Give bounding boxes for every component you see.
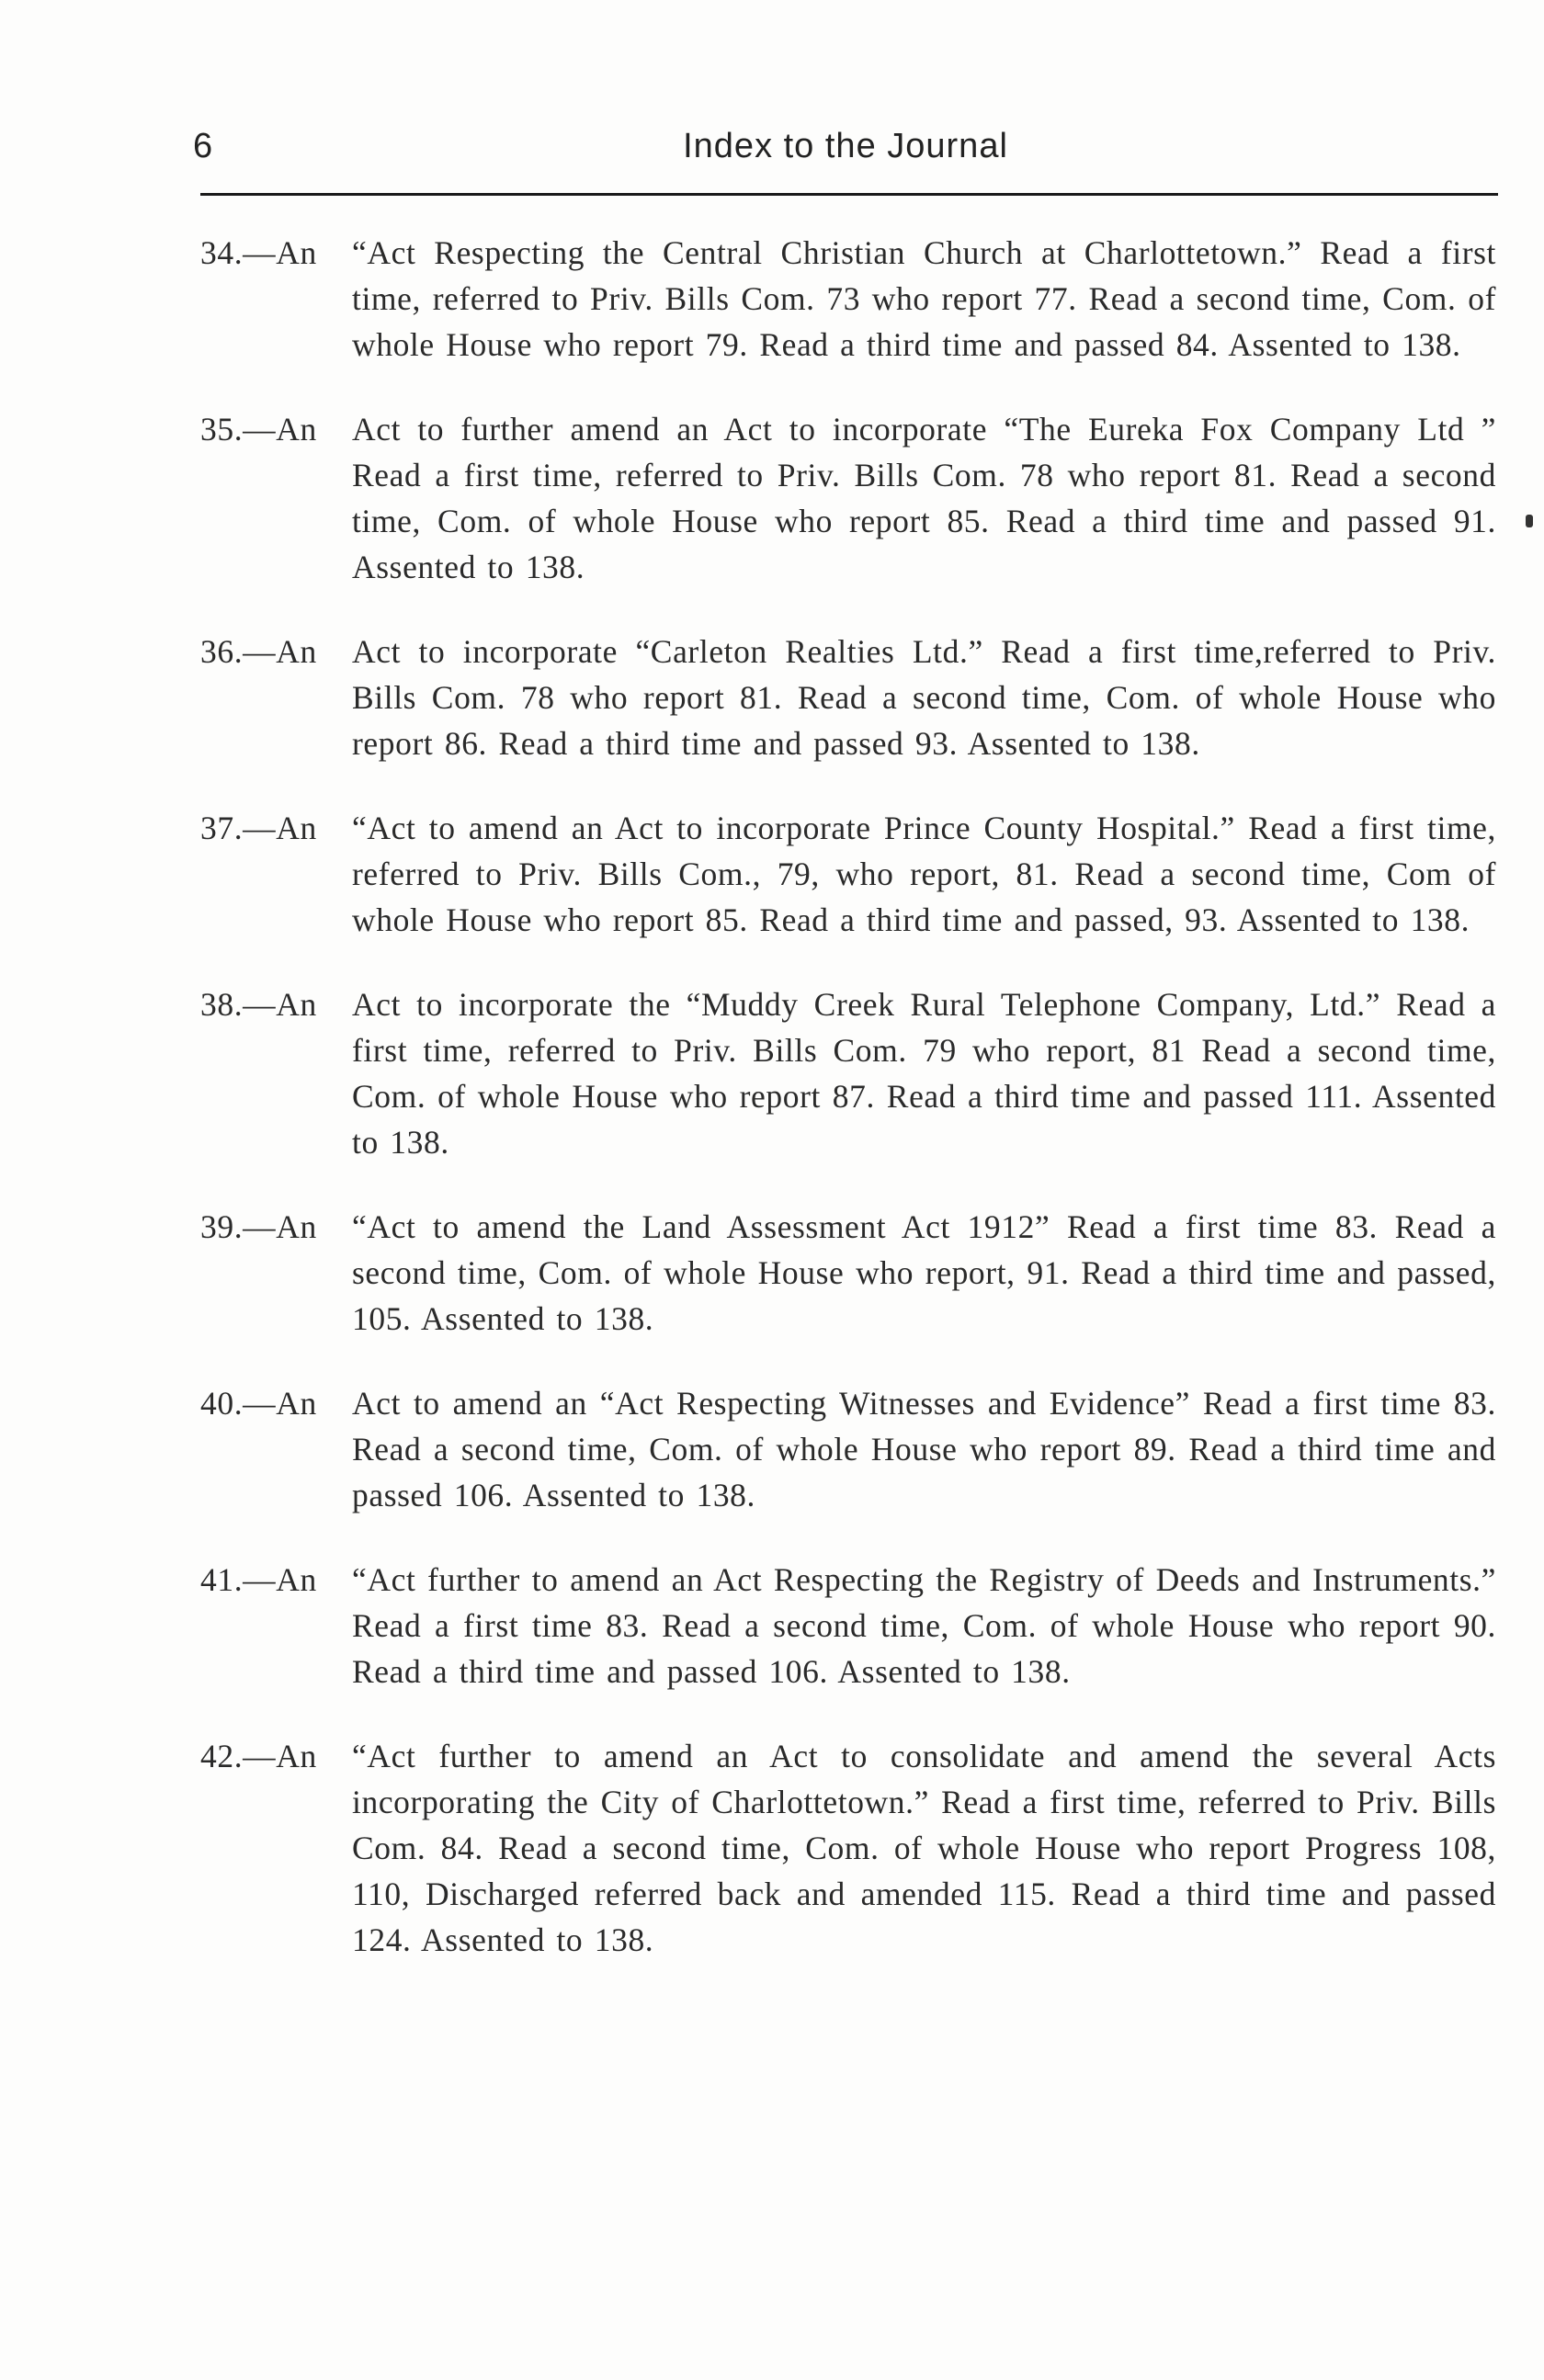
entry-text: Act to further amend an Act to incorporate “The Eureka Fox Company Ltd ” Read a first time, referred to Priv. Bills Com. 78 who report 81. Read a second time, Com. of whole House who report 85. Read a third time and passed 91. Assented to 138. (352, 411, 1496, 585)
entry-text: “Act Respecting the Central Christian Church at Charlottetown.” Read a first time, referred to Priv. Bills Com. 73 who report 77. Read a second time, Com. of whole House who report 79. Read a third time and passed 84. Assented to 138. (352, 234, 1496, 363)
index-entry (200, 981, 1496, 1165)
page-number: 6 (193, 127, 213, 165)
entry-number: 37.—An (200, 810, 317, 846)
entry-text: Act to incorporate “Carleton Realties Ltd.” Read a first time,referred to Priv. Bills Com. 78 who report 81. Read a second time, Com. of whole House who report 86. Read a third time and passed 93. Assented to 138. (352, 633, 1496, 762)
entry-number: 39.—An (200, 1208, 317, 1245)
index-entry (200, 1733, 1496, 1963)
index-entry (200, 1380, 1496, 1518)
entry-text: Act to incorporate the “Muddy Creek Rural Telephone Company, Ltd.” Read a first time, referred to Priv. Bills Com. 79 who report, 81 Read a second time, Com. of whole House who report 87. Read a third time and passed 111. Assented to 138. (352, 986, 1496, 1161)
index-entry (200, 1557, 1496, 1694)
entry-number: 40.—An (200, 1385, 317, 1422)
entry-text: “Act to amend an Act to incorporate Prince County Hospital.” Read a first time, referred to Priv. Bills Com., 79, who report, 81. Read a second time, Com of whole House who report 85. Read a third time and passed, 93. Assented to 138. (352, 810, 1496, 938)
index-entry (200, 1204, 1496, 1342)
entry-number: 41.—An (200, 1561, 317, 1598)
entry-number: 35.—An (200, 411, 317, 448)
entry-text: “Act further to amend an Act to consolidate and amend the several Acts incorporating the City of Charlottetown.” Read a first time, referred to Priv. Bills Com. 84. Read a second time, Com. of whole House who report Progress 108, 110, Discharged referred back and amended 115. Read a third time and passed 124. Assented to 138. (352, 1738, 1496, 1958)
header-rule (200, 193, 1498, 196)
entry-number: 36.—An (200, 633, 317, 670)
index-entry (200, 230, 1496, 368)
running-title: Index to the Journal (683, 127, 1008, 165)
entry-number: 38.—An (200, 986, 317, 1023)
index-entry (200, 629, 1496, 766)
entry-text: Act to amend an “Act Respecting Witnesses and Evidence” Read a first time 83. Read a second time, Com. of whole House who report 89. Read a third time and passed 106. Assented to 138. (352, 1385, 1496, 1513)
page-header (193, 127, 1498, 182)
entry-number: 34.—An (200, 234, 317, 271)
index-entry (200, 406, 1496, 590)
entry-number: 42.—An (200, 1738, 317, 1774)
index-entry (200, 805, 1496, 943)
index-entries (200, 230, 1496, 2001)
margin-mark (1526, 515, 1533, 527)
entry-text: “Act further to amend an Act Respecting the Registry of Deeds and Instruments.” Read a first time 83. Read a second time, Com. of whole House who report 90. Read a third time and passed 106. Assented to 138. (352, 1561, 1496, 1690)
entry-text: “Act to amend the Land Assessment Act 1912” Read a first time 83. Read a second time, Com. of whole House who report, 91. Read a third time and passed, 105. Assented to 138. (352, 1208, 1496, 1337)
